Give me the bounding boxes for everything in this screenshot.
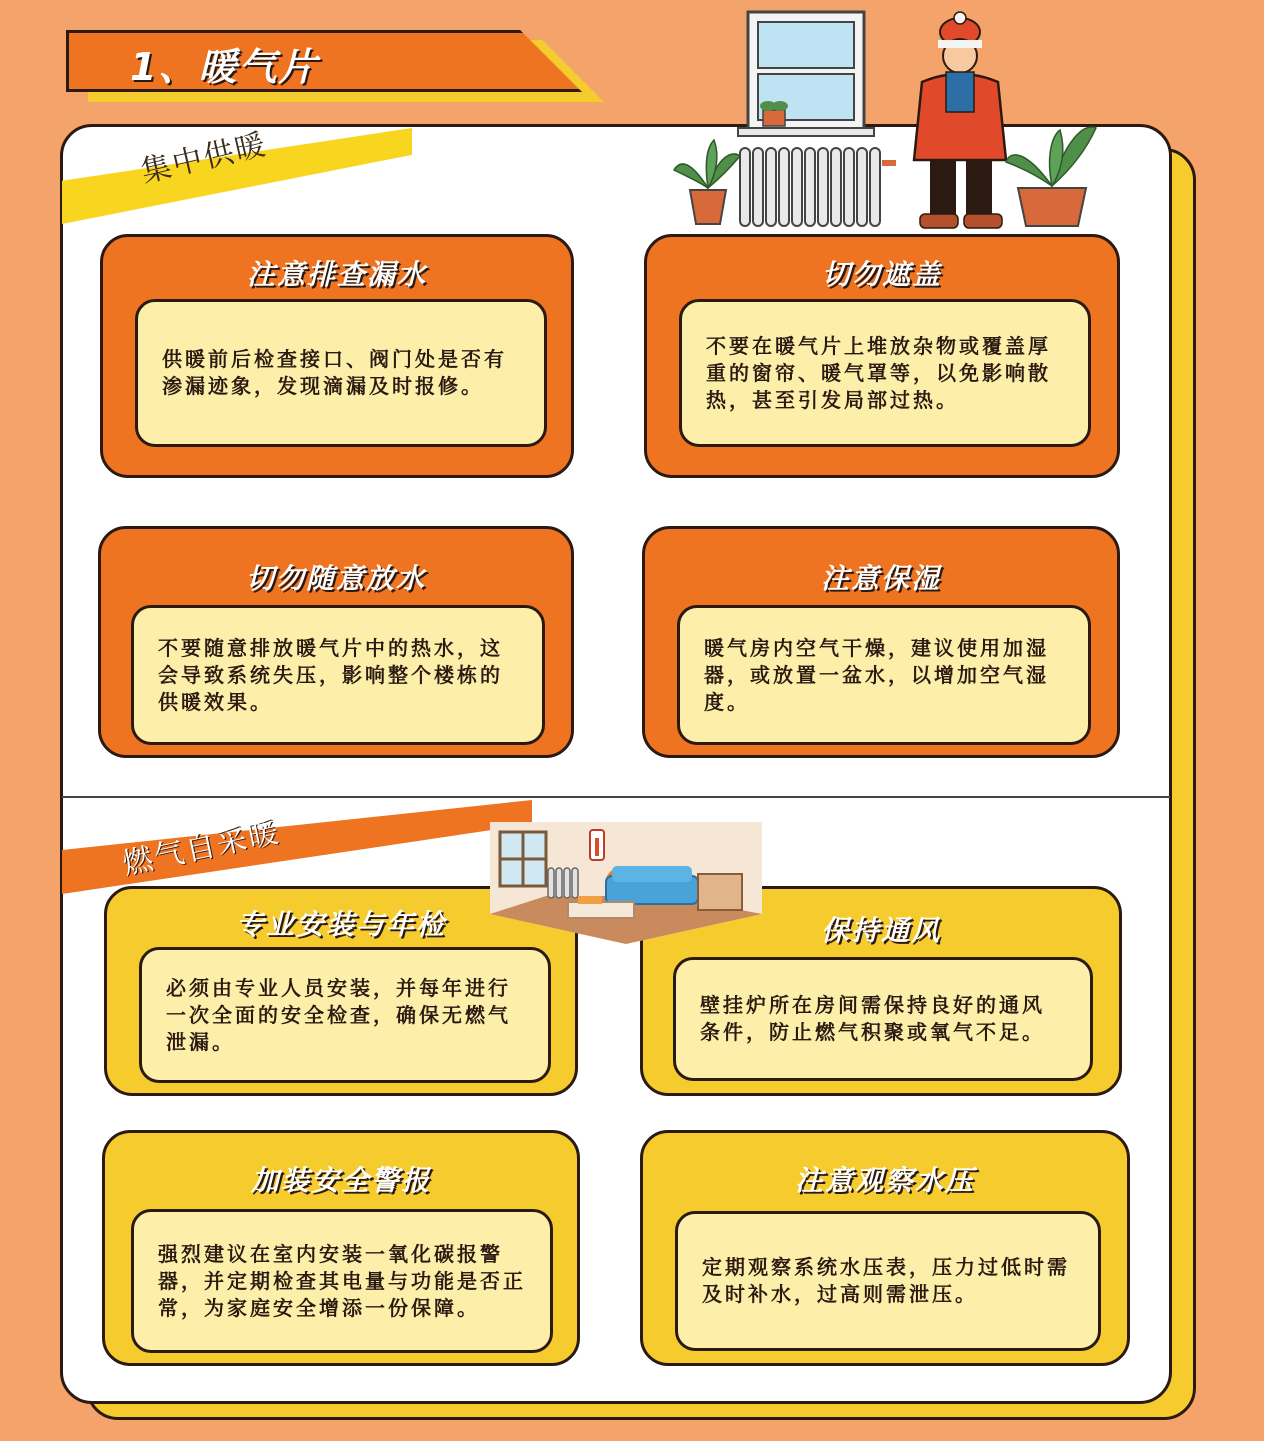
radiator-window-illustration bbox=[660, 10, 1100, 230]
card-water-pressure bbox=[640, 1130, 1130, 1366]
card-humidify bbox=[642, 526, 1120, 758]
section-divider bbox=[62, 796, 1170, 798]
card-body bbox=[675, 1211, 1101, 1351]
potted-plant-icon bbox=[674, 140, 740, 224]
card-title: 注意排查漏水 bbox=[246, 258, 427, 291]
card-do-not-drain bbox=[98, 526, 574, 758]
card-title: 注意保湿 bbox=[820, 562, 941, 595]
card-text: 必须由专业人员安装，并每年进行一次全面的安全检查，确保无燃气泄漏。 bbox=[166, 975, 511, 1054]
card-title: 切勿遮盖 bbox=[821, 258, 942, 291]
card-text: 不要随意排放暖气片中的热水，这会导致系统失压，影响整个楼栋的供暖效果。 bbox=[158, 635, 503, 714]
card-body bbox=[139, 947, 551, 1083]
card-title: 切勿随意放水 bbox=[245, 562, 426, 595]
section-label-gas-heating: 燃气自采暖 bbox=[119, 814, 284, 883]
card-body bbox=[131, 605, 545, 745]
card-title: 加装安全警报 bbox=[250, 1164, 431, 1197]
card-body bbox=[677, 605, 1091, 745]
card-do-not-cover bbox=[644, 234, 1120, 478]
card-body bbox=[679, 299, 1091, 447]
card-text: 供暖前后检查接口、阀门处是否有渗漏迹象，发现滴漏及时报修。 bbox=[162, 347, 507, 398]
page-title: 1、暖气片 bbox=[130, 45, 319, 89]
card-title: 专业安装与年检 bbox=[235, 908, 446, 941]
section-label-central-heating: 集中供暖 bbox=[137, 127, 271, 190]
card-body bbox=[135, 299, 547, 447]
card-text: 强烈建议在室内安装一氧化碳报警器，并定期检查其电量与功能是否正常，为家庭安全增添一份保障。 bbox=[158, 1241, 526, 1320]
card-text: 定期观察系统水压表，压力过低时需及时补水，过高则需泄压。 bbox=[702, 1255, 1070, 1306]
card-text: 壁挂炉所在房间需保持良好的通风条件，防止燃气积聚或氧气不足。 bbox=[700, 993, 1045, 1044]
card-leak-check bbox=[100, 234, 574, 478]
card-body bbox=[131, 1209, 553, 1353]
card-text: 暖气房内空气干燥，建议使用加湿器，或放置一盆水，以增加空气湿度。 bbox=[704, 635, 1049, 714]
card-body bbox=[673, 957, 1093, 1081]
card-title: 注意观察水压 bbox=[794, 1164, 975, 1197]
card-title: 保持通风 bbox=[820, 914, 941, 947]
card-text: 不要在暖气片上堆放杂物或覆盖厚重的窗帘、暖气罩等，以免影响散热，甚至引发局部过热。 bbox=[706, 333, 1051, 412]
card-safety-alarm bbox=[102, 1130, 580, 1366]
person-in-winter-coat-illustration bbox=[914, 12, 1006, 228]
living-room-illustration bbox=[486, 818, 766, 948]
